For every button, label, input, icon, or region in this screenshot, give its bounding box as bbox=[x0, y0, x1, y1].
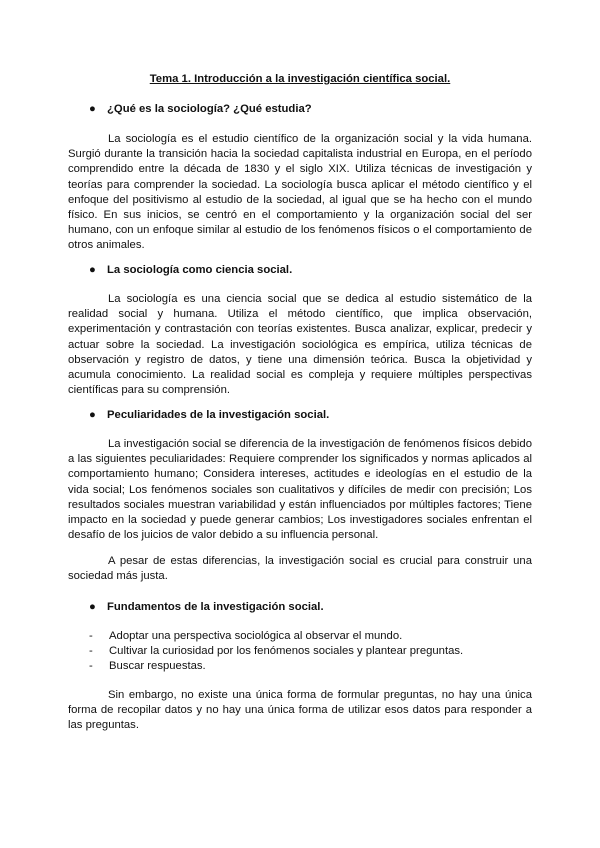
section-heading-text: Peculiaridades de la investigación social. bbox=[107, 409, 330, 421]
paragraph: La investigación social se diferencia de la investigación de fenómenos físicos debido a las siguientes peculiaridades: Requiere comprender los significados y normas aplicados al comportamiento humano; Considera intereses, actitudes e ideologías en el estudio de la vida social; Los fenómenos sociales son cualitativos y difíciles de medir con precisión; Los resultados sociales muestran variabilidad y están influenciados por múltiples factores; Tiene impacto en la sociedad y puede generar cambios; Los investigadores sociales enfrentan el desafío de los juicios de valor debido a su influencia personal. bbox=[68, 438, 532, 542]
bullet-icon: ● bbox=[89, 264, 96, 276]
paragraph: Sin embargo, no existe una única forma de formular preguntas, no hay una única forma de recopilar datos y no hay una única forma de utilizar esos datos para responder a las preguntas. bbox=[68, 689, 532, 732]
list-item-text: Buscar respuestas. bbox=[109, 660, 206, 673]
dash-icon: - bbox=[89, 630, 93, 642]
bullet-icon: ● bbox=[89, 409, 96, 421]
section-heading-text: La sociología como ciencia social. bbox=[107, 264, 293, 276]
section-heading-text: Fundamentos de la investigación social. bbox=[107, 601, 324, 613]
list-item bbox=[89, 659, 529, 674]
fundamentals-list bbox=[89, 629, 529, 675]
page-title: Tema 1. Introducción a la investigación científica social. bbox=[149, 73, 451, 85]
bullet-icon: ● bbox=[89, 103, 96, 115]
paragraph: A pesar de estas diferencias, la investigación social es crucial para construir una sociedad más justa. bbox=[68, 555, 532, 583]
section-heading-text: ¿Qué es la sociología? ¿Qué estudia? bbox=[107, 103, 312, 115]
list-item bbox=[89, 644, 529, 659]
paragraph: La sociología es una ciencia social que se dedica al estudio sistemático de la realidad social y humana. Utiliza el método científico, que implica observación, experimentación y contrastación con teorías existentes. Busca analizar, explicar, predecir y actuar sobre la sociedad. La investigación sociológica es empírica, utiliza técnicas de observación y registro de datos, y tiene una dimensión teórica. Busca la objetividad y acumula conocimiento. La realidad social es compleja y requiere múltiples perspectivas científicas para su comprensión. bbox=[68, 293, 532, 397]
list-item-text: Cultivar la curiosidad por los fenómenos sociales y plantear preguntas. bbox=[109, 645, 464, 658]
paragraph: La sociología es el estudio científico de la organización social y la vida humana. Surgió durante la transición hacia la sociedad capitalista industrial en Europa, en el período comprendido entre la década de 1830 y el siglo XIX. Utiliza técnicas de investigación y teorías para comprender la sociedad. La sociología busca aplicar el método científico y el enfoque del positivismo al estudio de la sociedad, al igual que se ha hecho con el mundo físico. En sus inicios, se centró en el comportamiento y la organización social del ser humano, con un enfoque similar al estudio de los fenómenos físicos o el comportamiento de otros animales. bbox=[68, 133, 532, 252]
list-item-text: Adoptar una perspectiva sociológica al observar el mundo. bbox=[109, 630, 403, 642]
bullet-icon: ● bbox=[89, 601, 96, 613]
dash-icon: - bbox=[89, 645, 93, 658]
dash-icon: - bbox=[89, 660, 93, 673]
list-item bbox=[89, 629, 529, 644]
